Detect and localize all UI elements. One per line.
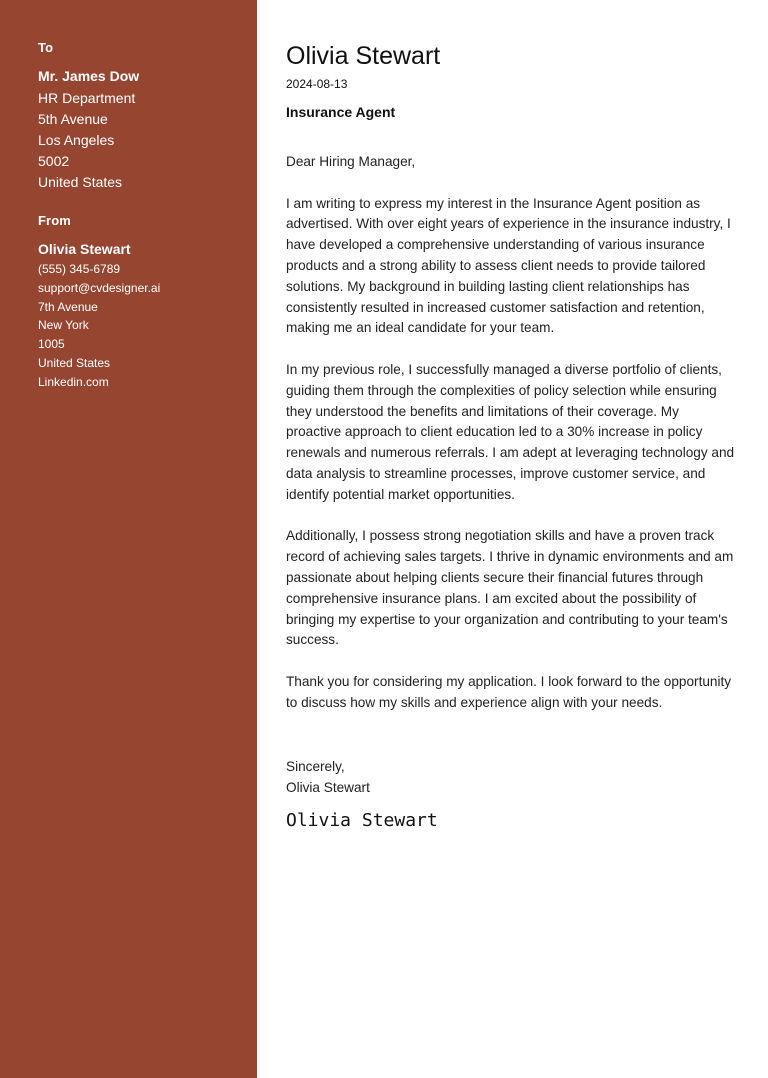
signature: Olivia Stewart — [286, 810, 438, 831]
recipient-zip: 5002 — [38, 153, 70, 169]
job-position: Insurance Agent — [286, 104, 396, 120]
recipient-address — [38, 88, 135, 193]
sender-website[interactable]: Linkedin.com — [38, 374, 109, 389]
recipient-city: Los Angeles — [38, 132, 115, 148]
paragraph-1: I am writing to express my interest in the Insurance Agent position as advertised. With over eight years of experience in the insurance industry, I have developed a comprehensive understanding of various insurance products and a strong ability to assess client needs to provide tailored solutions. My background in building lasting client relationships has consistently resulted in increased customer satisfaction and retention, making me an ideal candidate for your team. — [286, 195, 731, 336]
recipient-name: Mr. James Dow — [38, 68, 140, 84]
sender-country: United States — [38, 355, 111, 370]
paragraph-2: In my previous role, I successfully managed a diverse portfolio of clients, guiding them through the complexities of policy selection while ensuring they understood the benefits and limitations of their coverage. My proactive approach to client education led to a 30% increase in policy renewals and numerous referrals. I am adept at leveraging technology and data analysis to streamline processes, improve customer service, and identify potential market opportunities. — [286, 361, 735, 502]
closing-phrase: Sincerely, — [286, 759, 345, 774]
sender-name: Olivia Stewart — [38, 241, 131, 257]
sender-zip: 1005 — [38, 337, 65, 352]
paragraph-3: Additionally, I possess strong negotiation skills and have a proven track record of achieving sales targets. I thrive in dynamic environments and am passionate about helping clients secure their financial futures through comprehensive insurance plans. I am excited about the possibility of bringing my expertise to your organization and contributing to your team's success. — [286, 528, 734, 648]
sender-contact — [38, 260, 160, 392]
closing-name: Olivia Stewart — [286, 780, 370, 795]
sidebar — [0, 0, 257, 1078]
recipient-country: United States — [38, 174, 123, 190]
recipient-street: 5th Avenue — [38, 111, 108, 127]
sender-phone: (555) 345-6789 — [38, 262, 121, 276]
recipient-department: HR Department — [38, 90, 136, 106]
letter-title: Olivia Stewart — [286, 42, 441, 70]
greeting: Dear Hiring Manager, — [286, 154, 416, 169]
letter-date: 2024-08-13 — [286, 77, 348, 91]
paragraph-4: Thank you for considering my application. I look forward to the opportunity to discuss how my skills and experience align with your needs. — [286, 673, 732, 710]
from-label: From — [38, 213, 71, 228]
sender-street: 7th Avenue — [38, 299, 98, 314]
to-label: To — [38, 40, 54, 55]
sender-email[interactable]: support@cvdesigner.ai — [38, 280, 161, 295]
sender-city: New York — [38, 318, 89, 333]
letter-body — [286, 152, 736, 734]
closing-block — [286, 756, 370, 798]
